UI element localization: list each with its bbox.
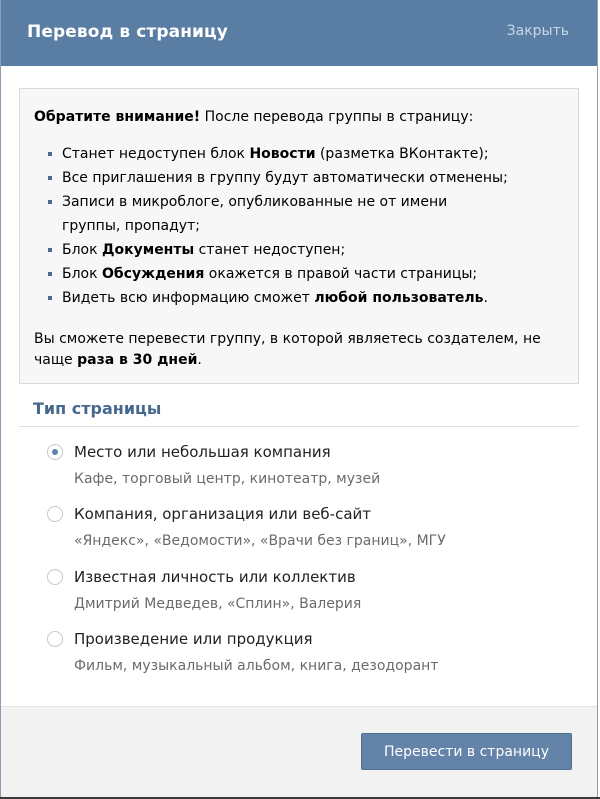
option-description: «Яндекс», «Ведомости», «Врачи без границ», МГУ	[74, 533, 446, 549]
option-description: Кафе, торговый центр, кинотеатр, музей	[74, 471, 381, 487]
list-item: Станет недоступен блок Новости (разметка ВКонтакте);	[62, 142, 562, 166]
notice-intro-text: После перевода группы в страницу:	[200, 109, 474, 125]
list-item: Блок Документы станет недоступен;	[62, 238, 562, 262]
radio-icon[interactable]	[47, 631, 63, 647]
notice-intro-bold: Обратите внимание!	[34, 109, 201, 125]
option-label: Компания, организация или веб-сайт	[74, 505, 372, 523]
radio-checked-icon[interactable]	[47, 444, 63, 460]
option-label: Известная личность или коллектив	[74, 568, 356, 586]
bullet-icon	[48, 200, 52, 204]
bullet-icon	[48, 176, 52, 180]
bullet-icon	[48, 272, 52, 276]
list-item: Все приглашения в группу будут автоматически отменены;	[62, 166, 562, 190]
list-item: Видеть всю информацию сможет любой пользователь.	[62, 286, 562, 310]
option-label: Место или небольшая компания	[74, 443, 331, 461]
convert-to-page-button[interactable]: Перевести в страницу	[361, 733, 572, 770]
list-item: Записи в микроблоге, опубликованные не от имени группы, пропадут;	[62, 190, 472, 238]
bullet-icon	[48, 152, 52, 156]
radio-icon[interactable]	[47, 506, 63, 522]
option-description: Дмитрий Медведев, «Сплин», Валерия	[74, 596, 362, 612]
limit-note: Вы сможете перевести группу, в которой являетесь создателем, не чаще раза в 30 дней.	[34, 331, 541, 368]
list-item: Блок Обсуждения окажется в правой части страницы;	[62, 262, 562, 286]
dialog-header	[1, 0, 597, 66]
dialog-footer	[1, 706, 597, 798]
page-type-title: Тип страницы	[33, 399, 162, 418]
notice-box	[19, 88, 579, 384]
option-label: Произведение или продукция	[74, 630, 313, 648]
bullet-icon	[48, 296, 52, 300]
close-link[interactable]: Закрыть	[506, 23, 569, 39]
bullet-icon	[48, 248, 52, 252]
option-description: Фильм, музыкальный альбом, книга, дезодорант	[74, 658, 439, 674]
notice-intro	[34, 108, 473, 126]
radio-icon[interactable]	[47, 569, 63, 585]
dialog-title: Перевод в страницу	[27, 22, 228, 42]
divider	[19, 426, 579, 427]
